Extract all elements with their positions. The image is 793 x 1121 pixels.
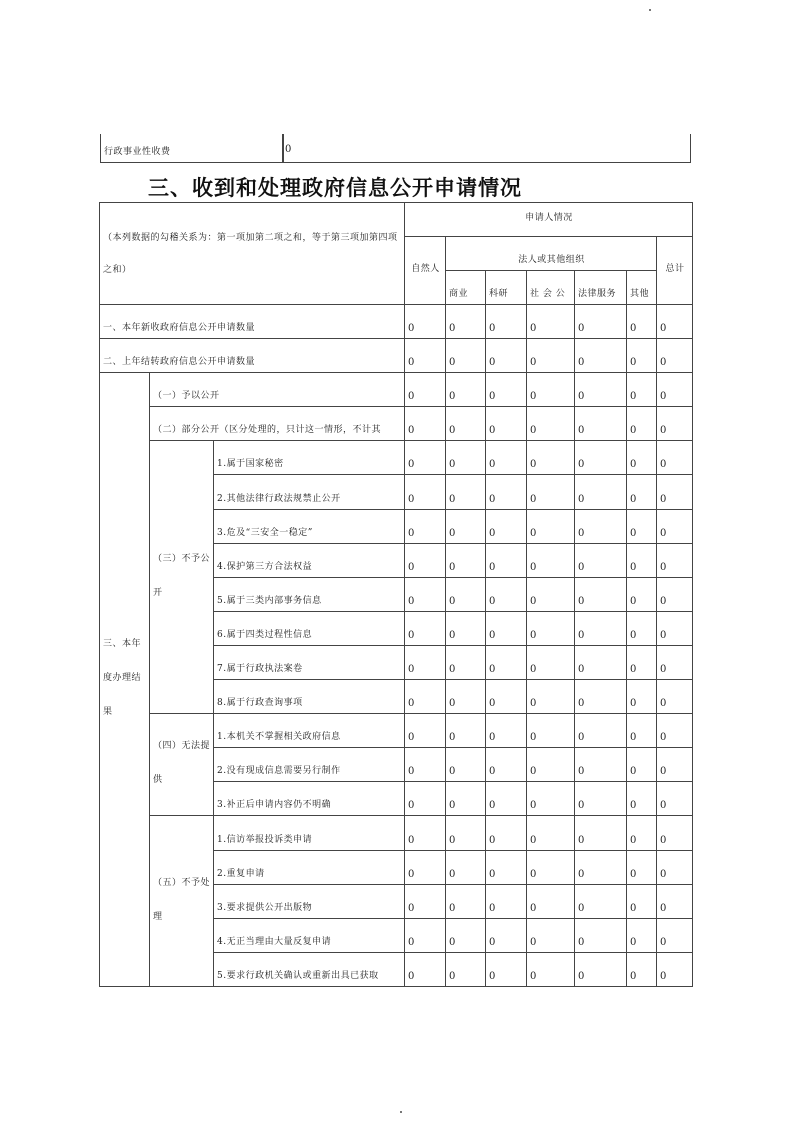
cell-value: 0 (446, 407, 486, 441)
cell-value: 0 (446, 475, 486, 509)
cell-value: 0 (527, 680, 575, 714)
table-row (100, 714, 693, 748)
cell-value: 0 (405, 645, 446, 679)
cell-value: 0 (575, 407, 627, 441)
cell-value: 0 (486, 509, 527, 543)
subgroup-unable-provide: （四）无法提供 (150, 714, 214, 816)
cell-value: 0 (446, 918, 486, 952)
row-label: 一、本年新收政府信息公开申请数量 (100, 305, 405, 339)
cell-value: 0 (405, 680, 446, 714)
cell-value: 0 (575, 782, 627, 816)
cell-value: 0 (405, 339, 446, 373)
cell-value: 0 (627, 407, 657, 441)
info-disclosure-table (99, 202, 693, 987)
cell-value: 0 (486, 680, 527, 714)
cell-value: 0 (527, 305, 575, 339)
cell-value: 0 (657, 680, 693, 714)
cell-value: 0 (527, 611, 575, 645)
cell-value: 0 (575, 373, 627, 407)
cell-value: 0 (657, 952, 693, 986)
header-business: 商业 (446, 271, 486, 305)
table-row (100, 816, 693, 850)
cell-value: 0 (627, 714, 657, 748)
cell-value: 0 (627, 816, 657, 850)
cell-value: 0 (657, 884, 693, 918)
cell-value: 0 (627, 475, 657, 509)
cell-value: 0 (446, 611, 486, 645)
table-row (100, 339, 693, 373)
column-divider (282, 134, 284, 163)
cell-value: 0 (405, 305, 446, 339)
cell-value: 0 (575, 952, 627, 986)
cell-value: 0 (486, 475, 527, 509)
cell-value: 0 (575, 714, 627, 748)
cell-value: 0 (657, 782, 693, 816)
cell-value: 0 (657, 714, 693, 748)
cell-value: 0 (627, 645, 657, 679)
scan-mark (400, 1111, 402, 1113)
cell-value: 0 (446, 305, 486, 339)
row-label: 4.无正当理由大量反复申请 (214, 918, 405, 952)
cell-value: 0 (627, 509, 657, 543)
fee-value: 0 (285, 144, 292, 155)
cell-value: 0 (486, 952, 527, 986)
cell-value: 0 (657, 407, 693, 441)
cell-value: 0 (486, 407, 527, 441)
cell-value: 0 (486, 373, 527, 407)
cell-value: 0 (527, 577, 575, 611)
cell-value: 0 (446, 543, 486, 577)
cell-value: 0 (627, 305, 657, 339)
cell-value: 0 (657, 373, 693, 407)
cell-value: 0 (627, 850, 657, 884)
cell-value: 0 (627, 577, 657, 611)
row-label: 6.属于四类过程性信息 (214, 611, 405, 645)
row-label: 5.要求行政机关确认或重新出具已获取 (214, 952, 405, 986)
row-label: 2.其他法律行政法规禁止公开 (214, 475, 405, 509)
cell-value: 0 (527, 373, 575, 407)
cell-value: 0 (405, 748, 446, 782)
cell-value: 0 (527, 918, 575, 952)
cell-value: 0 (657, 339, 693, 373)
cell-value: 0 (575, 305, 627, 339)
cell-value: 0 (405, 407, 446, 441)
cell-value: 0 (575, 680, 627, 714)
cell-value: 0 (486, 305, 527, 339)
cell-value: 0 (405, 782, 446, 816)
row-label: 5.属于三类内部事务信息 (214, 577, 405, 611)
cell-value: 0 (657, 748, 693, 782)
cell-value: 0 (657, 645, 693, 679)
cell-value: 0 (486, 816, 527, 850)
cell-value: 0 (527, 850, 575, 884)
cell-value: 0 (446, 645, 486, 679)
cell-value: 0 (446, 884, 486, 918)
cell-value: 0 (527, 407, 575, 441)
cell-value: 0 (405, 373, 446, 407)
cell-value: 0 (527, 509, 575, 543)
cell-value: 0 (446, 680, 486, 714)
cell-value: 0 (527, 816, 575, 850)
cell-value: 0 (657, 918, 693, 952)
cell-value: 0 (446, 748, 486, 782)
cell-value: 0 (657, 543, 693, 577)
header-total: 总计 (657, 237, 693, 305)
row-label: 3.危及“三安全一稳定” (214, 509, 405, 543)
cell-value: 0 (527, 884, 575, 918)
row-label: 3.要求提供公开出版物 (214, 884, 405, 918)
cell-value: 0 (405, 611, 446, 645)
cell-value: 0 (527, 475, 575, 509)
cell-value: 0 (575, 441, 627, 475)
cell-value: 0 (486, 714, 527, 748)
row-label: 8.属于行政查询事项 (214, 680, 405, 714)
cell-value: 0 (486, 748, 527, 782)
header-note: （本列数据的勾稽关系为：第一项加第二项之和，等于第三项加第四项之和） (100, 203, 405, 305)
header-social: 社 会 公 (527, 271, 575, 305)
cell-value: 0 (575, 816, 627, 850)
cell-value: 0 (486, 645, 527, 679)
cell-value: 0 (486, 782, 527, 816)
cell-value: 0 (575, 509, 627, 543)
cell-value: 0 (627, 611, 657, 645)
cell-value: 0 (405, 475, 446, 509)
cell-value: 0 (405, 577, 446, 611)
row-label: （一）予以公开 (150, 373, 405, 407)
cell-value: 0 (575, 543, 627, 577)
cell-value: 0 (486, 339, 527, 373)
cell-value: 0 (575, 850, 627, 884)
previous-fees-table (100, 134, 691, 163)
cell-value: 0 (446, 509, 486, 543)
cell-value: 0 (575, 884, 627, 918)
cell-value: 0 (527, 952, 575, 986)
cell-value: 0 (627, 748, 657, 782)
cell-value: 0 (527, 782, 575, 816)
cell-value: 0 (627, 339, 657, 373)
cell-value: 0 (527, 339, 575, 373)
fee-label: 行政事业性收费 (104, 147, 171, 157)
cell-value: 0 (405, 714, 446, 748)
row-label: （二）部分公开（区分处理的，只计这一情形，不计其 (150, 407, 405, 441)
subgroup-not-processed: （五）不予处理 (150, 816, 214, 986)
header-legal-org: 法人或其他组织 (446, 237, 657, 271)
cell-value: 0 (405, 918, 446, 952)
table-row (100, 407, 693, 441)
cell-value: 0 (486, 918, 527, 952)
cell-value: 0 (575, 918, 627, 952)
cell-value: 0 (627, 918, 657, 952)
cell-value: 0 (405, 509, 446, 543)
cell-value: 0 (527, 645, 575, 679)
header-legal-service: 法律服务 (575, 271, 627, 305)
cell-value: 0 (446, 816, 486, 850)
cell-value: 0 (446, 714, 486, 748)
table-row (100, 373, 693, 407)
cell-value: 0 (627, 441, 657, 475)
cell-value: 0 (627, 952, 657, 986)
group-annual-results: 三、本年度办理结果 (100, 373, 150, 987)
cell-value: 0 (527, 441, 575, 475)
cell-value: 0 (627, 782, 657, 816)
cell-value: 0 (486, 611, 527, 645)
cell-value: 0 (446, 850, 486, 884)
row-label: 4.保护第三方合法权益 (214, 543, 405, 577)
cell-value: 0 (627, 680, 657, 714)
cell-value: 0 (405, 850, 446, 884)
cell-value: 0 (657, 611, 693, 645)
subgroup-not-disclosed: （三）不予公开 (150, 441, 214, 714)
cell-value: 0 (527, 714, 575, 748)
cell-value: 0 (446, 441, 486, 475)
header-other: 其他 (627, 271, 657, 305)
cell-value: 0 (575, 748, 627, 782)
cell-value: 0 (486, 441, 527, 475)
row-label: 1.本机关不掌握相关政府信息 (214, 714, 405, 748)
scan-mark (649, 9, 651, 11)
row-label: 1.信访举报投诉类申请 (214, 816, 405, 850)
cell-value: 0 (657, 816, 693, 850)
cell-value: 0 (657, 509, 693, 543)
cell-value: 0 (486, 543, 527, 577)
cell-value: 0 (575, 475, 627, 509)
cell-value: 0 (575, 339, 627, 373)
row-label: 2.没有现成信息需要另行制作 (214, 748, 405, 782)
cell-value: 0 (405, 543, 446, 577)
table-row (100, 441, 693, 475)
row-label: 1.属于国家秘密 (214, 441, 405, 475)
row-label: 2.重复申请 (214, 850, 405, 884)
cell-value: 0 (575, 577, 627, 611)
cell-value: 0 (405, 884, 446, 918)
cell-value: 0 (657, 577, 693, 611)
cell-value: 0 (657, 305, 693, 339)
header-research: 科研 (486, 271, 527, 305)
cell-value: 0 (657, 850, 693, 884)
cell-value: 0 (575, 611, 627, 645)
row-label: 二、上年结转政府信息公开申请数量 (100, 339, 405, 373)
cell-value: 0 (575, 645, 627, 679)
cell-value: 0 (446, 373, 486, 407)
row-label: 3.补正后申请内容仍不明确 (214, 782, 405, 816)
row-label: 7.属于行政执法案卷 (214, 645, 405, 679)
header-natural-person: 自然人 (405, 237, 446, 305)
cell-value: 0 (486, 577, 527, 611)
cell-value: 0 (486, 884, 527, 918)
cell-value: 0 (405, 441, 446, 475)
cell-value: 0 (627, 884, 657, 918)
cell-value: 0 (446, 339, 486, 373)
table-row (100, 305, 693, 339)
header-applicant: 申请人情况 (405, 203, 693, 237)
cell-value: 0 (657, 441, 693, 475)
cell-value: 0 (405, 952, 446, 986)
cell-value: 0 (486, 850, 527, 884)
cell-value: 0 (446, 952, 486, 986)
cell-value: 0 (527, 543, 575, 577)
cell-value: 0 (446, 577, 486, 611)
cell-value: 0 (405, 816, 446, 850)
section-title: 三、收到和处理政府信息公开申请情况 (148, 176, 522, 200)
cell-value: 0 (446, 782, 486, 816)
cell-value: 0 (527, 748, 575, 782)
cell-value: 0 (627, 543, 657, 577)
cell-value: 0 (657, 475, 693, 509)
cell-value: 0 (627, 373, 657, 407)
